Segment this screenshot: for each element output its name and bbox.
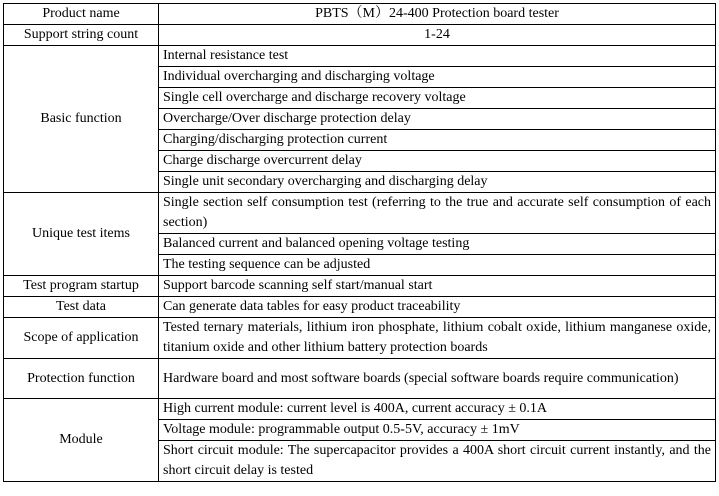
- value-protection-function: Hardware board and most software boards (special software boards require communication): [159, 359, 716, 399]
- module-item: Voltage module: programmable output 0.5-5V, accuracy ± 1mV: [159, 420, 716, 441]
- row-test-program-startup: [4, 276, 716, 297]
- row-scope-of-application: [4, 318, 716, 359]
- spec-table: [3, 3, 716, 482]
- basic-item: Single unit secondary overcharging and discharging delay: [159, 172, 716, 193]
- basic-item: Overcharge/Over discharge protection delay: [159, 109, 716, 130]
- label-module: Module: [4, 399, 159, 482]
- basic-item: Individual overcharging and discharging voltage: [159, 67, 716, 88]
- module-item: Short circuit module: The supercapacitor provides a 400A short circuit current instantly, and the short circuit delay is tested: [159, 441, 716, 482]
- value-string-count: 1-24: [159, 25, 716, 46]
- row-protection-function: [4, 359, 716, 399]
- row-string-count: [4, 25, 716, 46]
- value-product-name: PBTS（M）24-400 Protection board tester: [159, 4, 716, 25]
- unique-item: The testing sequence can be adjusted: [159, 255, 716, 276]
- label-scope-of-application: Scope of application: [4, 318, 159, 359]
- unique-item: Single section self consumption test (referring to the true and accurate self consumption of each section): [159, 193, 716, 234]
- unique-item: Balanced current and balanced opening voltage testing: [159, 234, 716, 255]
- label-unique-test-items: Unique test items: [4, 193, 159, 276]
- row-basic-function: [4, 46, 716, 67]
- label-test-data: Test data: [4, 297, 159, 318]
- label-basic-function: Basic function: [4, 46, 159, 193]
- label-string-count: Support string count: [4, 25, 159, 46]
- value-test-program-startup: Support barcode scanning self start/manual start: [159, 276, 716, 297]
- module-item: High current module: current level is 400A, current accuracy ± 0.1A: [159, 399, 716, 420]
- label-protection-function: Protection function: [4, 359, 159, 399]
- row-test-data: [4, 297, 716, 318]
- row-product-name: [4, 4, 716, 25]
- basic-item: Internal resistance test: [159, 46, 716, 67]
- basic-item: Single cell overcharge and discharge recovery voltage: [159, 88, 716, 109]
- label-product-name: Product name: [4, 4, 159, 25]
- value-scope-of-application: Tested ternary materials, lithium iron phosphate, lithium cobalt oxide, lithium manganese oxide, titanium oxide and other lithium battery protection boards: [159, 318, 716, 359]
- label-test-program-startup: Test program startup: [4, 276, 159, 297]
- row-module: [4, 399, 716, 420]
- basic-item: Charge discharge overcurrent delay: [159, 151, 716, 172]
- row-unique-test-items: [4, 193, 716, 234]
- value-test-data: Can generate data tables for easy product traceability: [159, 297, 716, 318]
- basic-item: Charging/discharging protection current: [159, 130, 716, 151]
